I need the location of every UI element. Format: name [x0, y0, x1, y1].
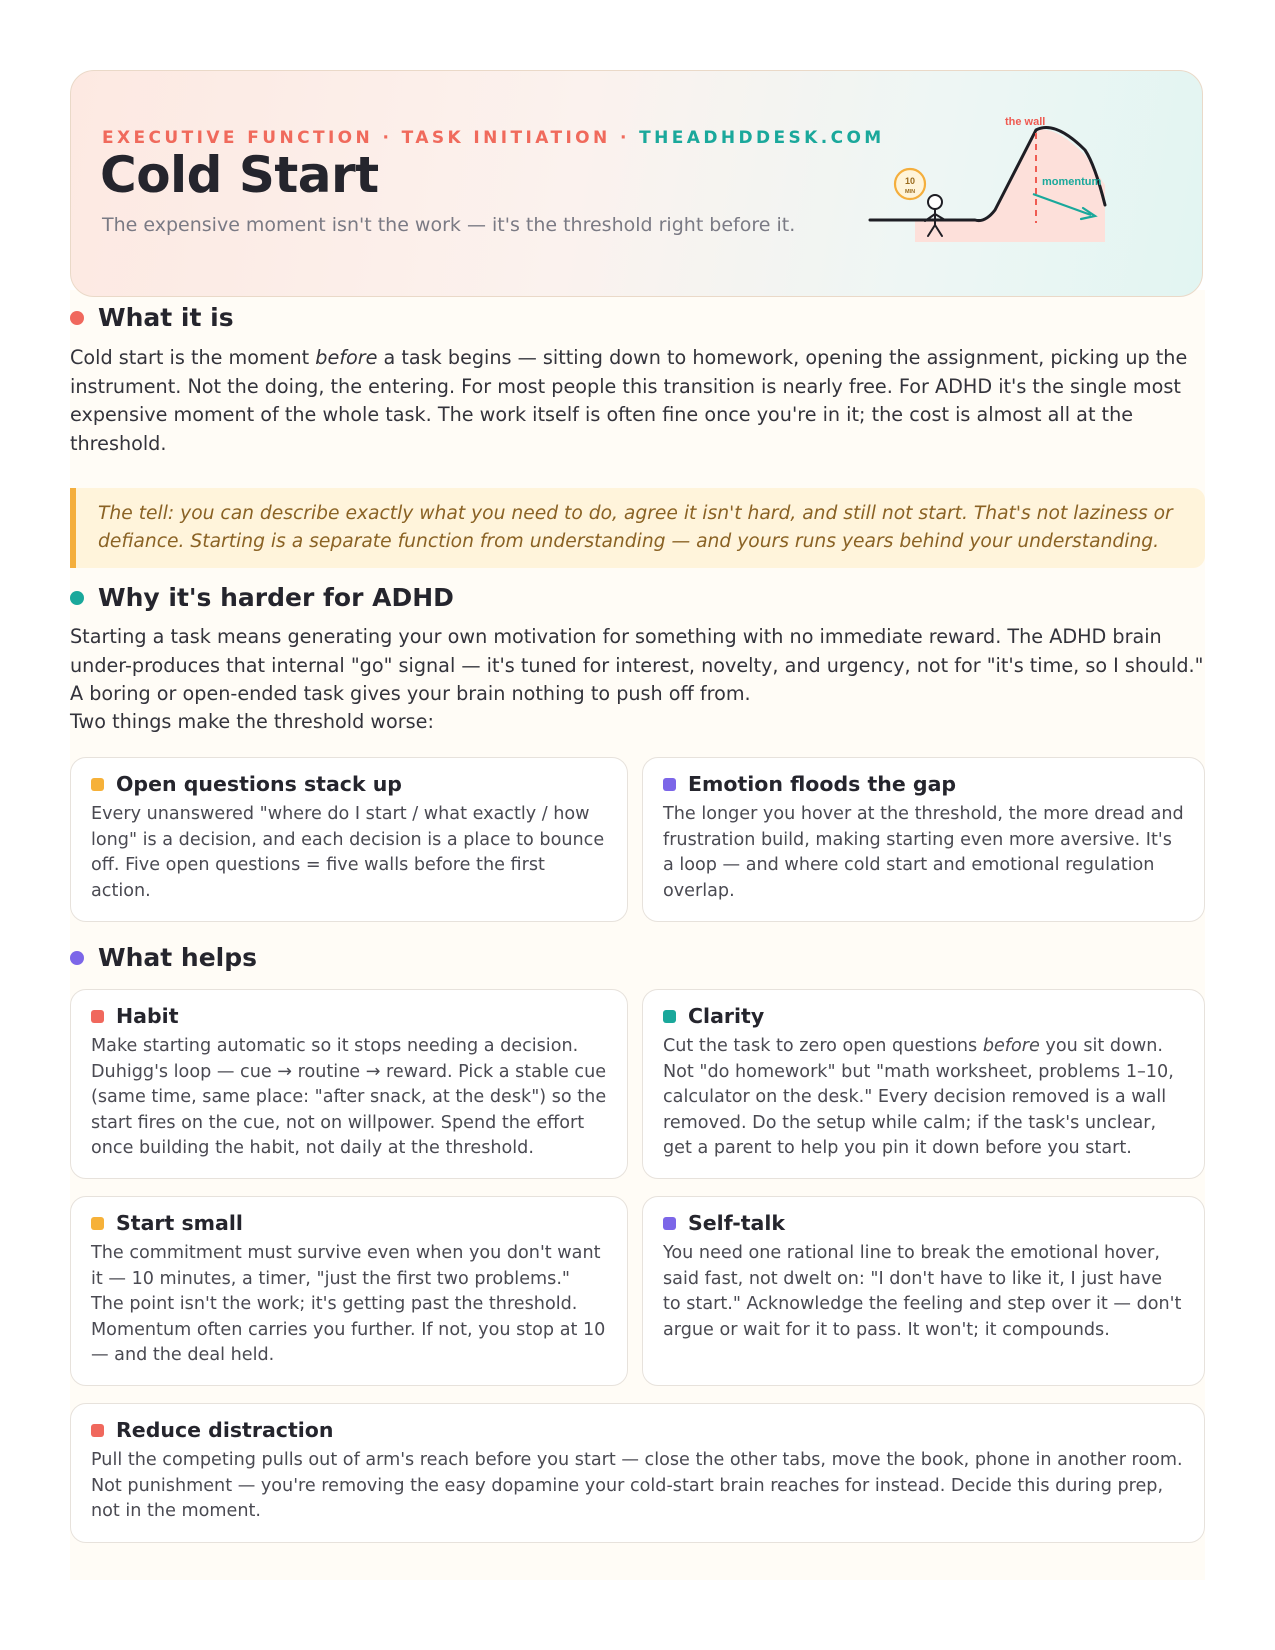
section-heading-what-helps: [70, 943, 257, 972]
card-bullet-icon: [91, 778, 104, 791]
card-self-talk: [642, 1196, 1205, 1386]
card-title-text: Start small: [116, 1211, 243, 1235]
timer-badge-number: 10: [904, 176, 916, 186]
card-title-text: Open questions stack up: [116, 772, 402, 796]
eyebrow-site-link[interactable]: THEADHDDESK.COM: [639, 128, 885, 148]
card-body: Make starting automatic so it stops needing a decision. Duhigg's loop — cue → routine → reward. Pick a stable cue (same time, same place: "after snack, at the desk") so the start fires on the cue, not on willpower. Spend the effort once building the habit, not daily at the threshold.: [91, 1036, 607, 1158]
card-title-text: Habit: [116, 1004, 179, 1028]
card-bullet-icon: [663, 778, 676, 791]
card-body-text: Cut the task to zero open questions: [663, 1036, 983, 1056]
threshold-illustration: [904, 115, 1155, 255]
page-title: Cold Start: [100, 146, 379, 204]
callout-the-tell: [70, 488, 1205, 568]
card-title: [663, 1004, 1184, 1028]
section-heading-text: Why it's harder for ADHD: [98, 583, 454, 612]
section-bullet-icon: [70, 951, 84, 965]
card-title: [663, 772, 1184, 796]
card-bullet-icon: [663, 1217, 676, 1230]
card-body-emphasis: before: [982, 1036, 1040, 1056]
card-bullet-icon: [91, 1217, 104, 1230]
card-title-text: Reduce distraction: [116, 1418, 334, 1442]
section-bullet-icon: [70, 311, 84, 325]
what-it-is-paragraph: [70, 344, 1210, 458]
section-bullet-icon: [70, 591, 84, 605]
card-title: [91, 1004, 607, 1028]
paragraph-text: a task begins — sitting down to homework, opening the assignment, picking up the instrument. Not the doing, the entering. For most people this transition is nearly free. For ADHD it's the single most expensive moment of the whole task. The work itself is often fine once you're in it; the cost is almost all at the threshold.: [70, 346, 1188, 455]
timer-badge-unit: MIN: [904, 189, 916, 195]
card-body: Every unanswered "where do I start / what exactly / how long" is a decision, and each decision is a place to bounce off. Five open questions = five walls before the first action.: [91, 804, 605, 901]
card-bullet-icon: [663, 1010, 676, 1023]
card-body: [663, 1034, 1184, 1162]
card-title: [91, 772, 607, 796]
section-heading-why-harder: [70, 583, 454, 612]
card-title: [91, 1418, 1184, 1442]
card-body: The commitment must survive even when you don't want it — 10 minutes, a timer, "just the first two problems." The point isn't the work; it's getting past the threshold. Momentum often carries you further. If not, you stop at 10 — and the deal held.: [91, 1243, 606, 1365]
eyebrow-category: EXECUTIVE FUNCTION · TASK INITIATION ·: [102, 128, 640, 148]
paragraph-text: Cold start is the moment: [70, 346, 316, 369]
card-body: The longer you hover at the threshold, the more dread and frustration build, making starting even more aversive. It's a loop — and where cold start and emotional regulation overlap.: [663, 804, 1184, 901]
wall-label: the wall: [1005, 116, 1046, 128]
card-emotion-floods: [642, 757, 1205, 922]
card-start-small: [70, 1196, 628, 1386]
callout-text: The tell: you can describe exactly what you need to do, agree it isn't hard, and still not start. That's not laziness or defiance. Starting is a separate function from understanding — and yours runs years behind your understanding.: [98, 503, 1173, 552]
card-body-text: you sit down. Not "do homework" but "math worksheet, problems 1–10, calculator on the desk." Every decision removed is a wall removed. Do the setup while calm; if the task's unclear, get a parent to help you pin it down before you start.: [663, 1036, 1174, 1158]
momentum-label: momentum: [1042, 176, 1102, 188]
card-bullet-icon: [91, 1424, 104, 1437]
section-heading-text: What it is: [98, 303, 234, 332]
card-bullet-icon: [91, 1010, 104, 1023]
section-heading-text: What helps: [98, 943, 257, 972]
page-subtitle: The expensive moment isn't the work — it's the threshold right before it.: [102, 214, 796, 236]
paragraph-emphasis: before: [315, 346, 378, 369]
card-reduce-distraction: [70, 1403, 1205, 1543]
card-title-text: Emotion floods the gap: [688, 772, 957, 796]
card-title-text: Self-talk: [688, 1211, 786, 1235]
card-body: You need one rational line to break the emotional hover, said fast, not dwelt on: "I don't have to like it, I just have to start." Acknowledge the feeling and step over it — don't argue or wait for it to pass. It won't; it compounds.: [663, 1243, 1182, 1340]
eyebrow: [102, 128, 885, 148]
section-heading-what-it-is: [70, 303, 234, 332]
why-harder-lead-in: Two things make the threshold worse:: [70, 710, 434, 733]
card-title-text: Clarity: [688, 1004, 765, 1028]
card-title: [91, 1211, 607, 1235]
card-title: [663, 1211, 1184, 1235]
content-background: [70, 290, 1205, 1580]
card-habit: [70, 989, 628, 1179]
card-open-questions: [70, 757, 628, 922]
card-body: Pull the competing pulls out of arm's reach before you start — close the other tabs, move the book, phone in another room. Not punishment — you're removing the easy dopamine your cold-start brain reaches for instead. Decide this during prep, not in the moment.: [91, 1450, 1183, 1521]
why-harder-paragraph: Starting a task means generating your own motivation for something with no immediate reward. The ADHD brain under-produces that internal "go" signal — it's tuned for interest, novelty, and urgency, not for "it's time, so I should." A boring or open-ended task gives your brain nothing to push off from.: [70, 625, 1204, 705]
card-clarity: [642, 989, 1205, 1179]
